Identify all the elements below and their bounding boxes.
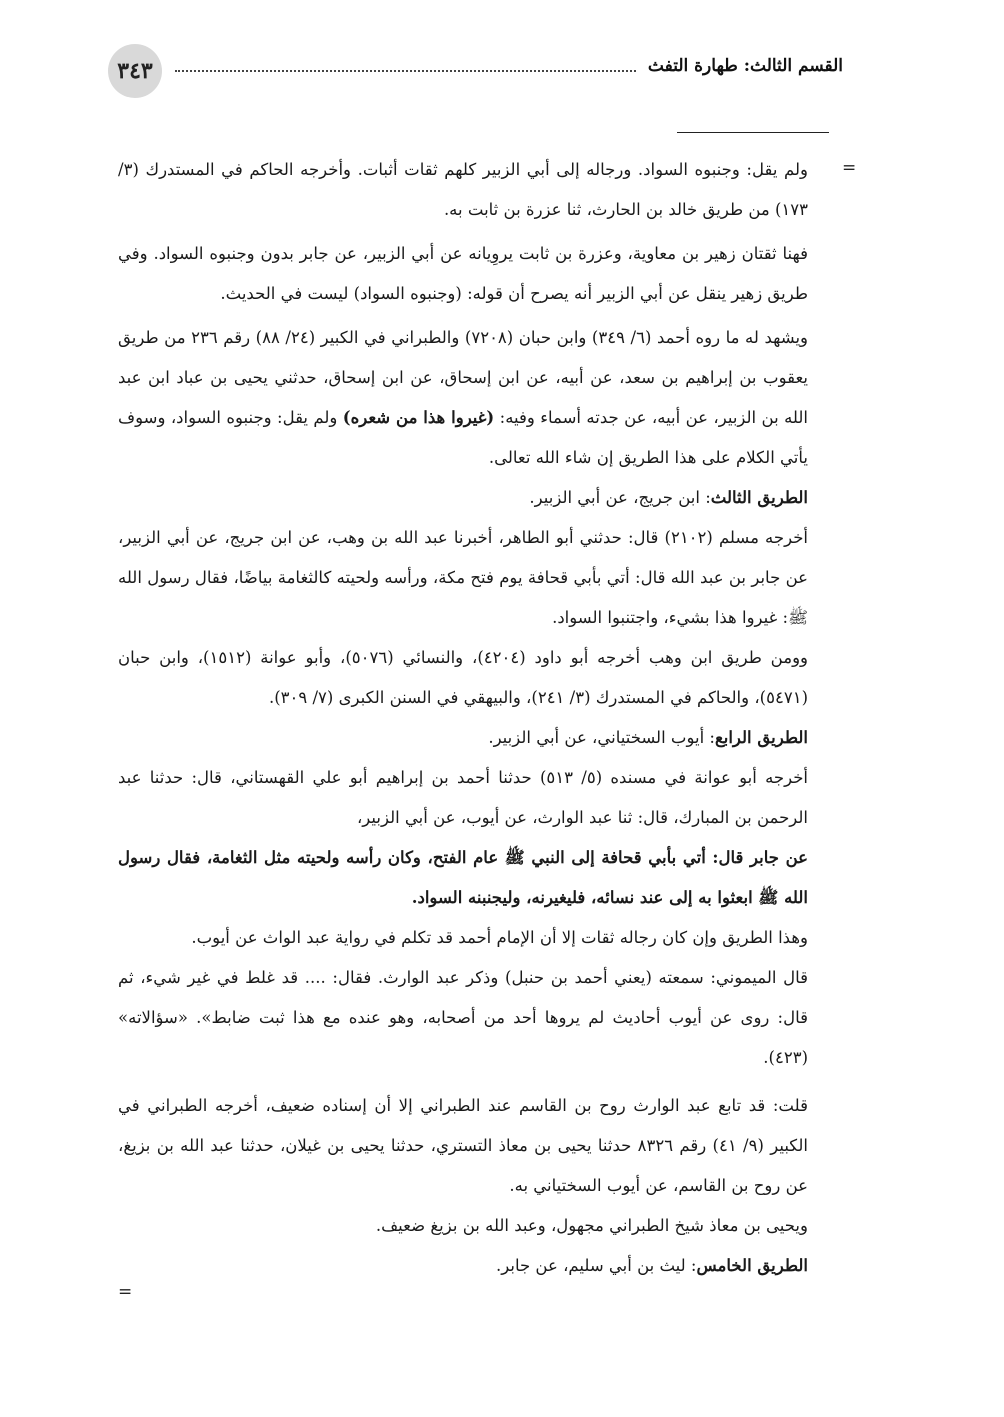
continuation-marker-bottom: = [118, 1282, 133, 1302]
paragraph-text: ويشهد له ما روه أحمد (٦/ ٣٤٩) وابن حبان (٧٢٠٨) والطبراني في الكبير (٢٤/ ٨٨) رقم ٢٣٦ من طريق يعقوب بن إبراهيم بن سعد، عن أبيه، عن ابن إسحاق، عن ابن إسحاق، حدثني يحيى بن عباد ابن عبد الله بن الزبير، عن أبيه، عن جدته أسماء وفيه: [118, 328, 809, 427]
hadith-text: عن جابر قال: أتي بأبي قحافة إلى النبي ﷺ عام الفتح، وكان رأسه ولحيته مثل الثغامة، فقال رسول الله ﷺ ابعثوا به إلى عند نسائه، فليغيرنه، وليجنبنه السواد. [118, 848, 808, 907]
paragraph-text: ولم يقل: وجنبوه السواد، وسوف يأتي الكلام على هذا الطريق إن شاء الله تعالى. [118, 408, 808, 467]
section-heading-text: : أيوب السختياني، عن أبي الزبير. [488, 728, 715, 747]
section-heading-text: : ابن جريج، عن أبي الزبير. [529, 488, 711, 507]
continuation-marker-top: = [842, 158, 857, 178]
paragraph: قال الميموني: سمعته (يعني أحمد بن حنبل) وذكر عبد الوارث. فقال: .... قد غلط في غير شيء، ثم قال: روى عن أيوب أحاديث لم يروها أحد من أصحابه، وهو عنده مع هذا ثبت ضابط». «سؤالاته» (٤٢٣). [118, 968, 808, 1067]
footnote-body [118, 150, 808, 1286]
section-heading-line [118, 478, 808, 518]
running-header [175, 56, 843, 76]
section-heading-line [118, 1246, 808, 1286]
paragraph: فهنا ثقتان زهير بن معاوية، وعزرة بن ثابت يروِيانه عن أبي الزبير، عن جابر بدون وجنبوه السواد. وفي طريق زهير ينقل عن أبي الزبير أنه يصرح أن قوله: (وجنبوه السواد) ليست في الحديث. [118, 244, 808, 303]
paragraph: أخرجه مسلم (٢١٠٢) قال: حدثني أبو الطاهر، أخبرنا عبد الله بن وهب، عن ابن جريج، عن أبي الزبير، عن جابر بن عبد الله قال: أتي بأبي قحافة يوم فتح مكة، ورأسه ولحيته كالثغامة بياضًا، فقال رسول الله ﷺ: غيروا هذا بشيء، واجتنبوا السواد. [118, 528, 808, 627]
section-heading: الطريق الثالث [710, 488, 808, 507]
paragraph: وومن طريق ابن وهب أخرجه أبو داود (٤٢٠٤)، والنسائي (٥٠٧٦)، وأبو عوانة (١٥١٢)، وابن حبان (٥٤٧١)، والحاكم في المستدرك (٣/ ٢٤١)، والبيهقي في السنن الكبرى (٧/ ٣٠٩). [118, 648, 809, 707]
section-heading: الطريق الرابع [714, 728, 808, 747]
paragraph: قلت: قد تابع عبد الوارث روح بن القاسم عند الطبراني إلا أن إسناده ضعيف، أخرجه الطبراني في الكبير (٩/ ٤١) رقم ٨٣٢٦ حدثنا يحيى بن معاذ التستري، حدثنا يحيى بن غيلان، حدثنا عبد الله بن بزيغ، عن روح بن القاسم، عن أيوب السختياني به. [118, 1096, 809, 1195]
chapter-title: القسم الثالث: طهارة التفث [647, 56, 843, 76]
section-heading-text: : ليث بن أبي سليم، عن جابر. [496, 1256, 697, 1275]
paragraph: ويحيى بن معاذ شيخ الطبراني مجهول، وعبد الله بن بزيغ ضعيف. [375, 1216, 808, 1235]
quoted-hadith-phrase: (غيروا هذا من شعره) [342, 408, 495, 427]
header-dotted-leader [175, 61, 636, 72]
paragraph [118, 318, 808, 478]
paragraph: وهذا الطريق وإن كان رجاله ثقات إلا أن الإمام أحمد قد تكلم في رواية عبد الواث عن أيوب. [191, 928, 808, 947]
paragraph: ولم يقل: وجنبوه السواد. ورجاله إلى أبي الزبير كلهم ثقات أثبات. وأخرجه الحاكم في المستدرك (٣/ ١٧٣) من طريق خالد بن الحارث، ثنا عزرة بن ثابت به. [118, 160, 808, 219]
page-number: ٣٤٣ [108, 44, 162, 98]
section-heading-line [118, 718, 808, 758]
section-heading: الطريق الخامس [696, 1256, 808, 1275]
footnote-separator [677, 132, 829, 133]
paragraph: أخرجه أبو عوانة في مسنده (٥/ ٥١٣) حدثنا أحمد بن إبراهيم أبو علي القهستاني، قال: حدثنا عبد الرحمن بن المبارك، قال: ثنا عبد الوارث، عن أيوب، عن أبي الزبير، [118, 768, 809, 827]
